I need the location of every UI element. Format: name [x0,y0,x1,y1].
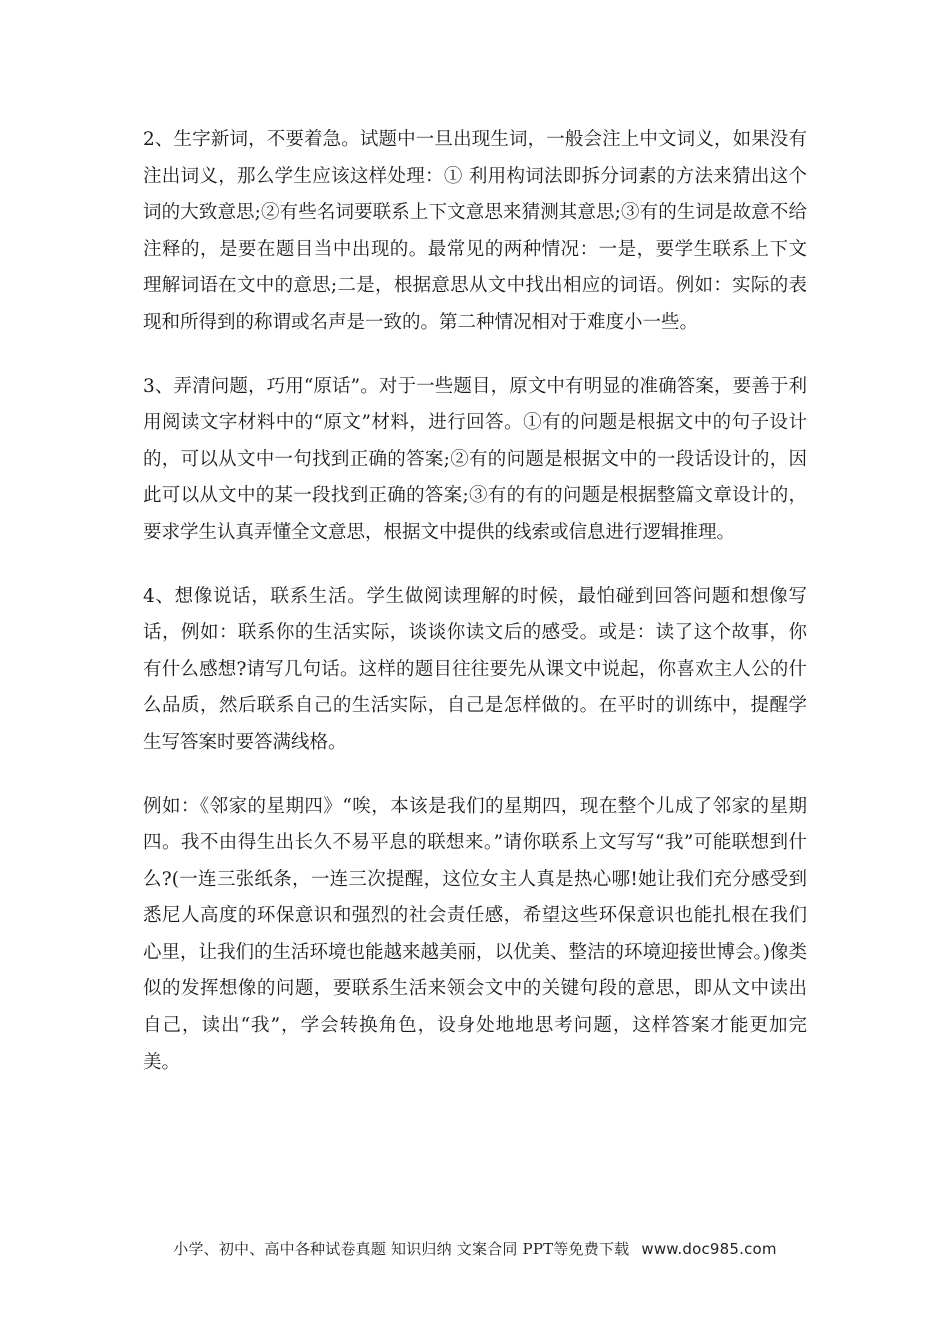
paragraph-example: 例如：《邻家的星期四》“唉，本该是我们的星期四，现在整个儿成了邻家的星期四。我不由得生出长久不易平息的联想来。”请你联系上文写写“我”可能联想到什么?(一连三张纸条，一连三次提醒，这位女主人真是热心哪!她让我们充分感受到悉尼人高度的环保意识和强烈的社会责任感，希望这些环保意识也能扎根在我们心里，让我们的生活环境也能越来越美丽，以优美、整洁的环境迎接世博会。)像类似的发挥想像的问题，要联系生活来领会文中的关键句段的意思，即从文中读出自己，读出“我”，学会转换角色，设身处地地思考问题，这样答案才能更加完美。 [143,795,807,1073]
page-footer [0,1238,950,1259]
footer-text: 小学、初中、高中各种试卷真题 知识归纳 文案合同 PPT等免费下载 [173,1240,630,1258]
footer-site-link[interactable]: www.doc985.com [641,1240,777,1258]
paragraph-4-imagine-speak: 4、想像说话，联系生活。学生做阅读理解的时候，最怕碰到回答问题和想像写话，例如：联系你的生活实际，谈谈你读文后的感受。或是：读了这个故事，你有什么感想?请写几句话。这样的题目往往要先从课文中说起，你喜欢主人公的什么品质，然后联系自己的生活实际，自己是怎样做的。在平时的训练中，提醒学生写答案时要答满线格。 [143,585,807,753]
paragraph-2-new-words: 2、生字新词，不要着急。试题中一旦出现生词，一般会注上中文词义，如果没有注出词义，那么学生应该这样处理：① 利用构词法即拆分词素的方法来猜出这个词的大致意思;②有些名词要联系上下文意思来猜测其意思;③有的生词是故意不给注释的，是要在题目当中出现的。最常见的两种情况：一是，要学生联系上下文理解词语在文中的意思;二是，根据意思从文中找出相应的词语。例如：实际的表现和所得到的称谓或名声是一致的。第二种情况相对于难度小一些。 [143,129,807,333]
document-body [143,122,807,1108]
paragraph-3-original-text: 3、弄清问题，巧用“原话”。对于一些题目，原文中有明显的准确答案，要善于利用阅读文字材料中的“原文”材料，进行回答。①有的问题是根据文中的句子设计的，可以从文中一句找到正确的答案;②有的问题是根据文中的一段话设计的，因此可以从文中的某一段找到正确的答案;③有的有的问题是根据整篇文章设计的，要求学生认真弄懂全文意思，根据文中提供的线索或信息进行逻辑推理。 [143,375,807,543]
